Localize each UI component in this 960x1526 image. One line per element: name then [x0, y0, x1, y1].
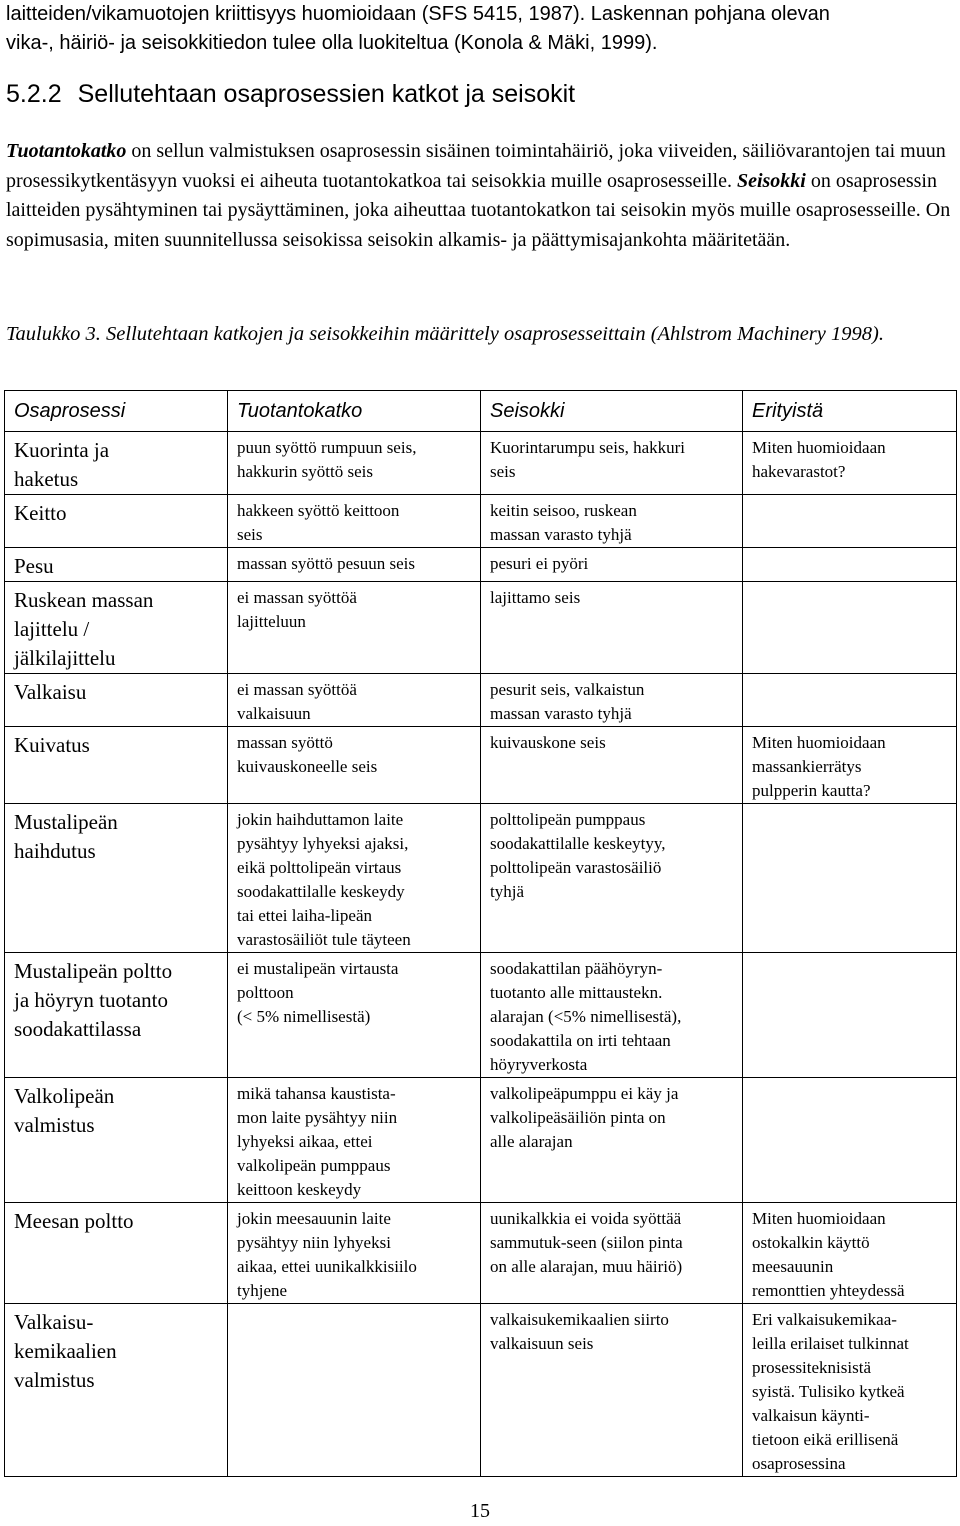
- cell-tuotantokatko: massan syöttö kuivauskoneelle seis: [228, 727, 481, 804]
- cell-erityista: Miten huomioidaan massankierrätys pulpperin kautta?: [743, 727, 957, 804]
- cell-seisokki: valkaisukemikaalien siirto valkaisuun seis: [481, 1304, 743, 1477]
- cell-tuotantokatko: massan syöttö pesuun seis: [228, 548, 481, 582]
- cell-erityista: [743, 582, 957, 674]
- cell-osaprosessi: Ruskean massan lajittelu / jälkilajittelu: [5, 582, 228, 674]
- table-row: [5, 674, 957, 727]
- definition-paragraph: [6, 137, 954, 255]
- cell-osaprosessi: Meesan poltto: [5, 1203, 228, 1304]
- table-row: [5, 1203, 957, 1304]
- cell-osaprosessi: Valkolipeän valmistus: [5, 1078, 228, 1203]
- table-row: [5, 432, 957, 495]
- cell-seisokki: uunikalkkia ei voida syöttää sammutuk-seen (siilon pinta on alle alarajan, muu häiriö): [481, 1203, 743, 1304]
- cell-seisokki: soodakattilan päähöyryn- tuotanto alle mittaustekn. alarajan (<5% nimellisestä), soodakattila on irti tehtaan höyryverkosta: [481, 953, 743, 1078]
- header-osaprosessi: Osaprosessi: [5, 391, 228, 432]
- cell-tuotantokatko: jokin haihduttamon laite pysähtyy lyhyeksi ajaksi, eikä polttolipeän virtaus soodakattilalle keskeydy tai ettei laiha-lipeän varastosäiliöt tule täyteen: [228, 804, 481, 953]
- table-row: [5, 548, 957, 582]
- intro-line-2: vika-, häiriö- ja seisokkitiedon tulee olla luokiteltua (Konola & Mäki, 1999).: [6, 32, 658, 54]
- cell-tuotantokatko: ei massan syöttöä valkaisuun: [228, 674, 481, 727]
- cell-seisokki: polttolipeän pumppaus soodakattilalle keskeytyy, polttolipeän varastosäiliö tyhjä: [481, 804, 743, 953]
- cell-tuotantokatko: [228, 1304, 481, 1477]
- cell-osaprosessi: Mustalipeän poltto ja höyryn tuotanto soodakattilassa: [5, 953, 228, 1078]
- table-header-row: [5, 391, 957, 432]
- intro-line-1: laitteiden/vikamuotojen kriittisyys huomioidaan (SFS 5415, 1987). Laskennan pohjana olevan: [6, 3, 830, 25]
- term-tuotantokatko: Tuotantokatko: [6, 140, 127, 162]
- cell-seisokki: kuivauskone seis: [481, 727, 743, 804]
- header-erityista: Erityistä: [743, 391, 957, 432]
- cell-erityista: Miten huomioidaan ostokalkin käyttö meesauunin remonttien yhteydessä: [743, 1203, 957, 1304]
- page-number: 15: [470, 1500, 490, 1522]
- table-row: [5, 953, 957, 1078]
- table-row: [5, 804, 957, 953]
- cell-erityista: Miten huomioidaan hakevarastot?: [743, 432, 957, 495]
- section-title: Sellutehtaan osaprosessien katkot ja seisokit: [77, 80, 576, 108]
- intro-text: [6, 0, 956, 58]
- cell-osaprosessi: Valkaisu- kemikaalien valmistus: [5, 1304, 228, 1477]
- section-heading: [6, 80, 575, 109]
- cell-tuotantokatko: mikä tahansa kaustista- mon laite pysähtyy niin lyhyeksi aikaa, ettei valkolipeän pumppaus keittoon keskeydy: [228, 1078, 481, 1203]
- cell-tuotantokatko: ei mustalipeän virtausta polttoon (< 5% nimellisestä): [228, 953, 481, 1078]
- cell-erityista: [743, 1078, 957, 1203]
- cell-seisokki: lajittamo seis: [481, 582, 743, 674]
- paragraph-text-1: on sellun valmistuksen osaprosessin sisäinen toimintahäiriö, joka viiveiden, säiliövarantojen tai muun prosessikytkentäsyyn vuoksi ei aiheuta tuotantokatkoa tai seisokkia muille osaprosesseille.: [6, 140, 946, 192]
- cell-osaprosessi: Kuorinta ja haketus: [5, 432, 228, 495]
- table-row: [5, 582, 957, 674]
- paragraph-text-2: on osaprosessin laitteiden pysähtyminen tai pysäyttäminen, joka aiheuttaa tuotantokatkon tai seisokin myös muille osaprosesseille. On sopimusasia, miten suunnitellussa seisokissa seisokin alkamis- ja päättymisajankohta määritetään.: [6, 169, 951, 251]
- cell-erityista: [743, 495, 957, 548]
- table-row: [5, 1078, 957, 1203]
- cell-osaprosessi: Valkaisu: [5, 674, 228, 727]
- header-tuotantokatko: Tuotantokatko: [228, 391, 481, 432]
- cell-seisokki: Kuorintarumpu seis, hakkuri seis: [481, 432, 743, 495]
- cell-tuotantokatko: puun syöttö rumpuun seis, hakkurin syöttö seis: [228, 432, 481, 495]
- header-seisokki: Seisokki: [481, 391, 743, 432]
- cell-seisokki: keitin seisoo, ruskean massan varasto tyhjä: [481, 495, 743, 548]
- term-seisokki: Seisokki: [736, 169, 806, 192]
- cell-osaprosessi: Kuivatus: [5, 727, 228, 804]
- table-caption: Taulukko 3. Sellutehtaan katkojen ja seisokkeihin määrittely osaprosesseittain (Ahlstrom Machinery 1998).: [6, 323, 884, 345]
- cell-erityista: [743, 953, 957, 1078]
- cell-osaprosessi: Pesu: [5, 548, 228, 582]
- table-row: [5, 495, 957, 548]
- table-row: [5, 727, 957, 804]
- cell-tuotantokatko: hakkeen syöttö keittoon seis: [228, 495, 481, 548]
- cell-tuotantokatko: ei massan syöttöä lajitteluun: [228, 582, 481, 674]
- process-table: [4, 390, 957, 1477]
- cell-osaprosessi: Keitto: [5, 495, 228, 548]
- cell-tuotantokatko: jokin meesauunin laite pysähtyy niin lyhyeksi aikaa, ettei uunikalkkisiilo tyhjene: [228, 1203, 481, 1304]
- cell-erityista: Eri valkaisukemikaa- leilla erilaiset tulkinnat prosessiteknisistä syistä. Tulisiko kytkeä valkaisun käynti- tietoon eikä erillisenä osaprosessina: [743, 1304, 957, 1477]
- table-row: [5, 1304, 957, 1477]
- cell-seisokki: pesuri ei pyöri: [481, 548, 743, 582]
- cell-osaprosessi: Mustalipeän haihdutus: [5, 804, 228, 953]
- cell-erityista: [743, 804, 957, 953]
- section-number: 5.2.2: [6, 80, 62, 108]
- cell-seisokki: pesurit seis, valkaistun massan varasto tyhjä: [481, 674, 743, 727]
- cell-erityista: [743, 548, 957, 582]
- cell-erityista: [743, 674, 957, 727]
- cell-seisokki: valkolipeäpumppu ei käy ja valkolipeäsäiliön pinta on alle alarajan: [481, 1078, 743, 1203]
